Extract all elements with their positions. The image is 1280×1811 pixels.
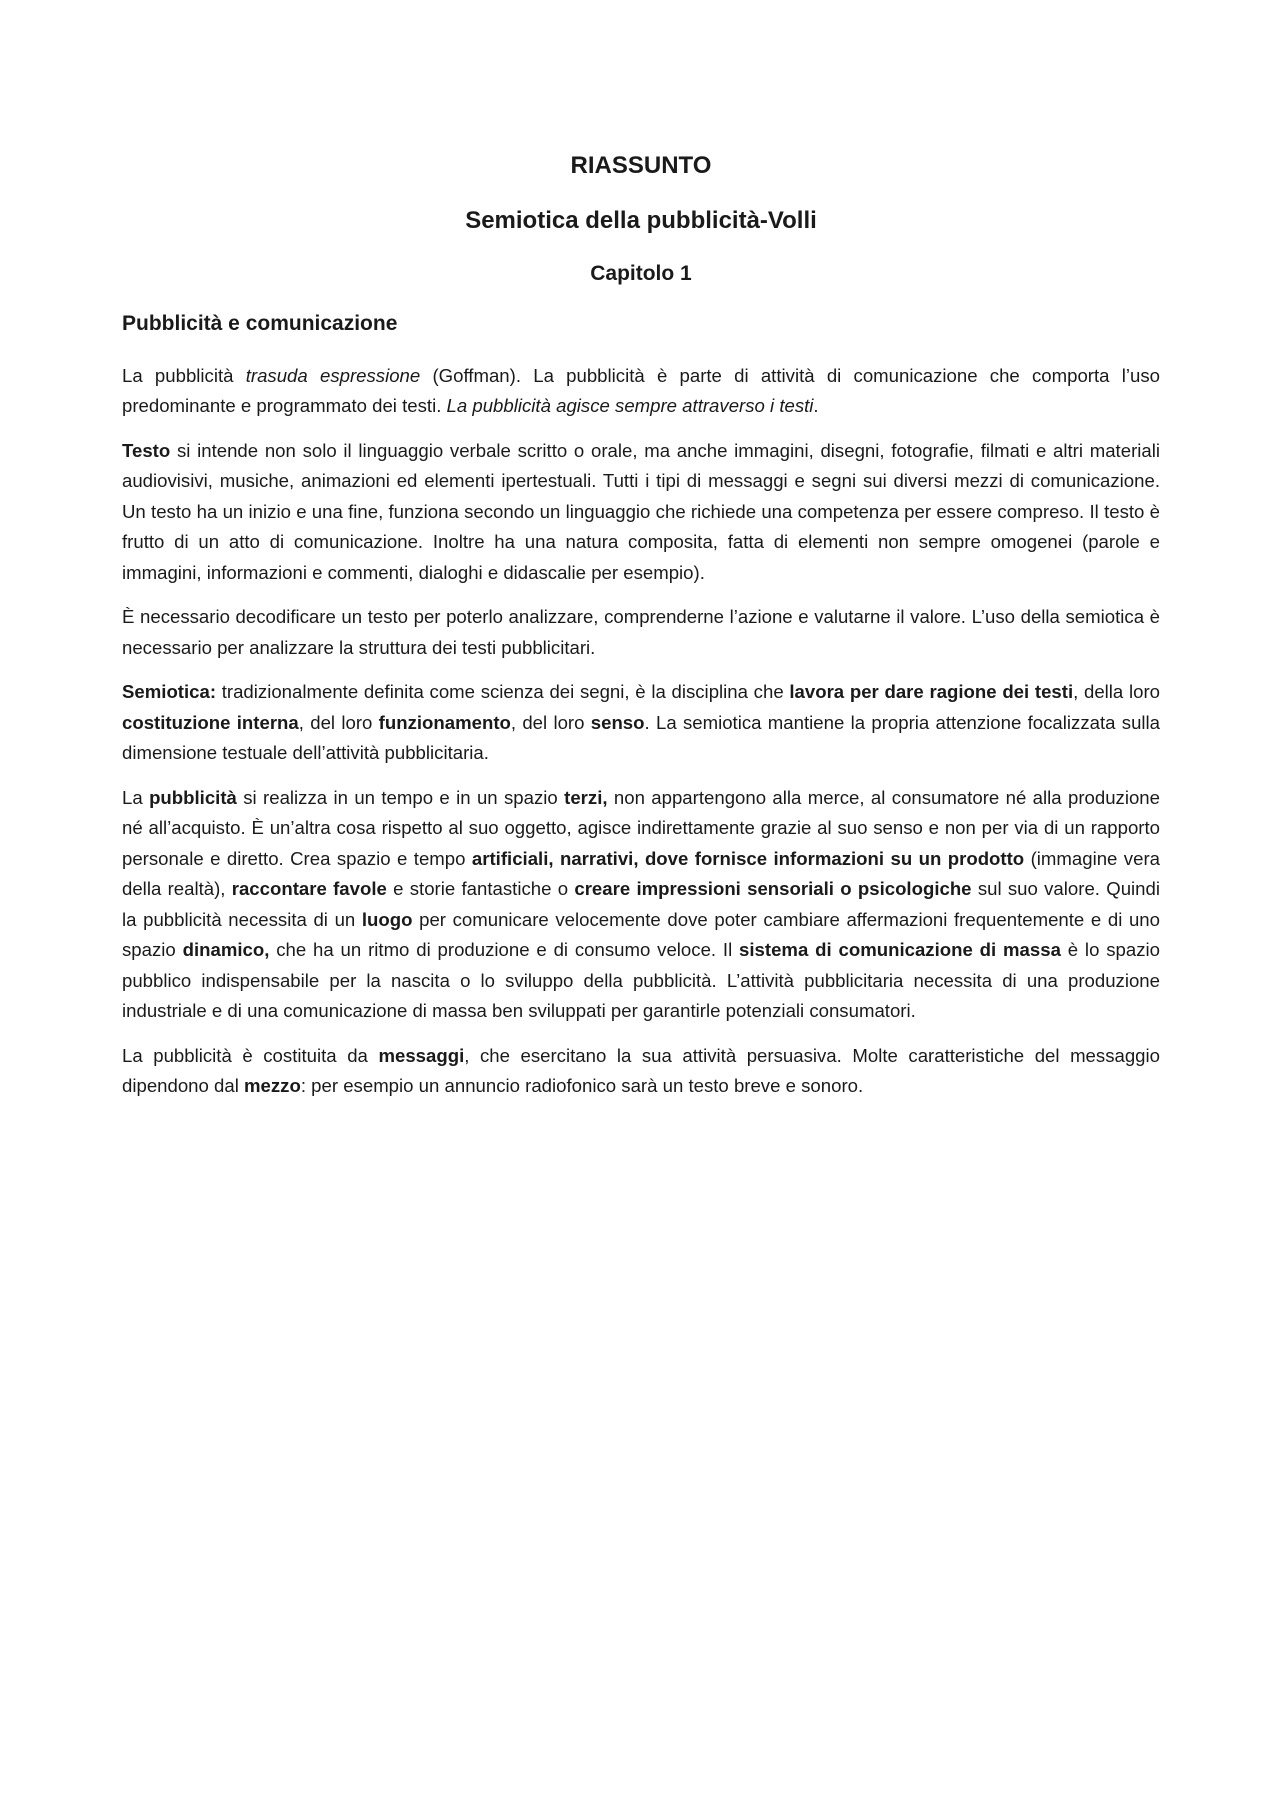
paragraph-3 <box>122 602 1160 663</box>
paragraph-1 <box>122 361 1160 422</box>
bold-text-run: sistema di comunicazione di massa <box>739 939 1061 961</box>
text-run: : per esempio un annuncio radiofonico sarà un testo breve e sonoro. <box>300 1075 864 1097</box>
italic-text-run: La pubblicità agisce sempre attraverso i testi <box>446 395 814 417</box>
text-run: , che esercitano la sua attività persuasiva. Molte caratteristiche del messaggio dipendono dal <box>122 1044 1160 1097</box>
text-run: e storie fantastiche o <box>386 878 575 900</box>
chapter-heading: Capitolo 1 <box>590 262 692 286</box>
bold-text-run: raccontare favole <box>231 878 387 900</box>
bold-text-run: creare impressioni sensoriali o psicologiche <box>574 878 972 900</box>
bold-text-run: mezzo <box>244 1075 301 1097</box>
text-run: , del loro <box>298 711 379 733</box>
italic-text-run: trasuda espressione <box>245 364 421 386</box>
paragraph-5 <box>122 783 1160 1027</box>
bold-text-run: artificiali, narrativi, dove fornisce informazioni su un prodotto <box>471 847 1025 869</box>
bold-text-run: funzionamento <box>378 711 511 733</box>
bold-text-run: Testo <box>122 439 171 461</box>
text-run: per comunicare velocemente dove poter cambiare affermazioni frequentemente e di uno spazio <box>122 908 1160 961</box>
text-run: , del loro <box>510 711 591 733</box>
paragraph-6 <box>122 1041 1160 1102</box>
text-run: si intende non solo il linguaggio verbale scritto o orale, ma anche immagini, disegni, fotografie, filmati e altri materiali audiovisivi, musiche, animazioni ed elementi ipertestuali. Tutti i tipi di messaggi e segni sui diversi mezzi di comunicazione. Un testo ha un inizio e una fine, funziona secondo un linguaggio che richiede una competenza per essere compreso. Il testo è frutto di un atto di comunicazione. Inoltre ha una natura composita, fatta di elementi non sempre omogenei (parole e immagini, informazioni e commenti, dialoghi e didascalie per esempio). <box>122 439 1160 583</box>
text-run: non appartengono alla merce, al consumatore né alla produzione né all’acquisto. È un’altra cosa rispetto al suo oggetto, agisce indirettamente grazie al suo senso e non per via di un rapporto personale e diretto. Crea spazio e tempo <box>122 786 1160 869</box>
text-run: è lo spazio pubblico indispensabile per la nascita o lo sviluppo della pubblicità. L’attività pubblicitaria necessita di una produzione industriale e di una comunicazione di massa ben sviluppati per garantirle potenziali consumatori. <box>122 939 1160 1022</box>
bold-text-run: lavora per dare ragione dei testi <box>789 681 1074 703</box>
text-run: (immagine vera della realtà), <box>122 847 1160 900</box>
text-run: , della loro <box>1073 681 1160 703</box>
bold-text-run: luogo <box>361 908 413 930</box>
paragraph-4 <box>122 677 1160 769</box>
bold-text-run: messaggi <box>378 1044 465 1066</box>
document-title: RIASSUNTO <box>570 152 712 179</box>
bold-text-run: Semiotica: <box>122 681 217 703</box>
document-subtitle: Semiotica della pubblicità-Volli <box>465 207 817 235</box>
text-run: si realizza in un tempo e in un spazio <box>236 786 565 808</box>
text-run: La pubblicità è costituita da <box>122 1044 379 1066</box>
text-run: . La semiotica mantiene la propria attenzione focalizzata sulla dimensione testuale dell’attività pubblicitaria. <box>122 711 1161 764</box>
bold-text-run: costituzione interna <box>122 711 299 733</box>
paragraph-2 <box>122 436 1160 589</box>
document-page <box>122 150 1160 1116</box>
bold-text-run: senso <box>590 711 645 733</box>
section-heading: Pubblicità e comunicazione <box>122 311 398 335</box>
text-run: . <box>813 395 819 417</box>
text-run: che ha un ritmo di produzione e di consumo veloce. Il <box>269 939 740 961</box>
bold-text-run: terzi, <box>564 786 608 808</box>
text-run: sul suo valore. Quindi la pubblicità necessita di un <box>122 878 1160 930</box>
bold-text-run: pubblicità <box>149 786 237 808</box>
text-run: È necessario decodificare un testo per poterlo analizzare, comprenderne l’azione e valutarne il valore. L’uso della semiotica è necessario per analizzare la struttura dei testi pubblicitari. <box>122 606 1160 658</box>
text-run: La pubblicità <box>122 364 246 386</box>
text-run: (Goffman). La pubblicità è parte di attività di comunicazione che comporta l’uso predominante e programmato dei testi. <box>122 364 1160 417</box>
text-run: La <box>122 786 150 808</box>
bold-text-run: dinamico, <box>182 939 270 961</box>
text-run: tradizionalmente definita come scienza dei segni, è la disciplina che <box>216 681 790 703</box>
